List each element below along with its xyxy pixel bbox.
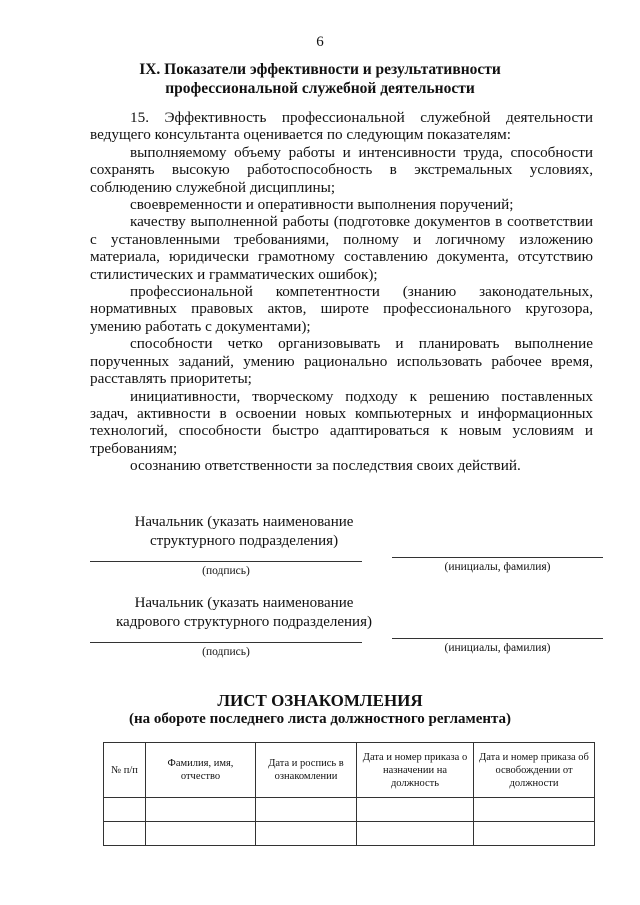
section-title: [100, 60, 540, 98]
acknowledgement-table: [103, 742, 595, 846]
initials-caption-2: (инициалы, фамилия): [444, 642, 551, 654]
column-header-dismissal-order: Дата и номер приказа об освобождении от должности: [474, 743, 595, 798]
body-text: [90, 109, 593, 475]
paragraph-indicator: качеству выполненной работы (подготовке документов в соответствии с установленными требованиями, полному и логичному изложению материала, юридически грамотному составлению документа, отсутствию стилистических и грамматических ошибок);: [90, 213, 593, 283]
table-row: [104, 822, 595, 846]
acknowledgement-title: ЛИСТ ОЗНАКОМЛЕНИЯ: [217, 691, 423, 710]
table-cell: [357, 822, 474, 846]
acknowledgement-subtitle: (на обороте последнего листа должностного регламента): [128, 711, 512, 727]
table-cell: [104, 822, 146, 846]
column-header-full-name: Фамилия, имя, отчество: [146, 743, 256, 798]
initials-line-2: [392, 638, 603, 639]
initials-caption-1: (инициалы, фамилия): [444, 561, 551, 573]
signature-caption-1: (подпись): [202, 565, 250, 577]
paragraph-indicator: выполняемому объему работы и интенсивности труда, способности сохранять высокую работоспособность в экстремальных условиях, соблюдению служебной дисциплины;: [90, 143, 593, 196]
column-header-number: № п/п: [104, 743, 146, 798]
table-cell: [474, 798, 595, 822]
signature-title-2: [114, 594, 374, 632]
signature-title-1: [114, 513, 374, 551]
signature-title-2-line1: Начальник (указать наименование: [134, 595, 354, 611]
paragraph-indicator: способности четко организовывать и планировать выполнение порученных заданий, умению рационально использовать рабочее время, расставлять приоритеты;: [90, 335, 593, 388]
signature-caption-2: (подпись): [202, 646, 250, 658]
paragraph-intro: 15. Эффективность профессиональной служебной деятельности ведущего консультанта оценивается по следующим показателям:: [90, 109, 593, 144]
table-cell: [146, 798, 256, 822]
column-header-appointment-order: Дата и номер приказа о назначении на должность: [357, 743, 474, 798]
paragraph-indicator: своевременности и оперативности выполнения поручений;: [130, 196, 514, 214]
signature-title-2-line2: кадрового структурного подразделения): [116, 614, 372, 630]
signature-title-1-line2: структурного подразделения): [149, 533, 339, 549]
signature-line-2: [90, 642, 362, 643]
initials-line-1: [392, 557, 603, 558]
paragraph-indicator: осознанию ответственности за последствия своих действий.: [130, 457, 521, 475]
table-cell: [104, 798, 146, 822]
paragraph-indicator: инициативности, творческому подходу к решению поставленных задач, активности в освоении новых компьютерных и информационных технологий, способности быстро адаптироваться к новым условиям и требованиям;: [90, 387, 593, 457]
table-header-row: [104, 743, 595, 798]
column-header-ack-date-signature: Дата и роспись в ознакомлении: [256, 743, 357, 798]
table-cell: [146, 822, 256, 846]
signature-title-1-line1: Начальник (указать наименование: [134, 514, 354, 530]
signature-line-1: [90, 561, 362, 562]
table-cell: [474, 822, 595, 846]
section-title-line1: IX. Показатели эффективности и результативности: [139, 61, 501, 78]
section-title-line2: профессиональной служебной деятельности: [165, 80, 475, 97]
table-cell: [357, 798, 474, 822]
table-cell: [256, 822, 357, 846]
table-row: [104, 798, 595, 822]
table-cell: [256, 798, 357, 822]
page-number: 6: [316, 34, 324, 50]
paragraph-indicator: профессиональной компетентности (знанию законодательных, нормативных правовых актов, широте профессионального кругозора, умению работать с документами);: [90, 283, 593, 335]
